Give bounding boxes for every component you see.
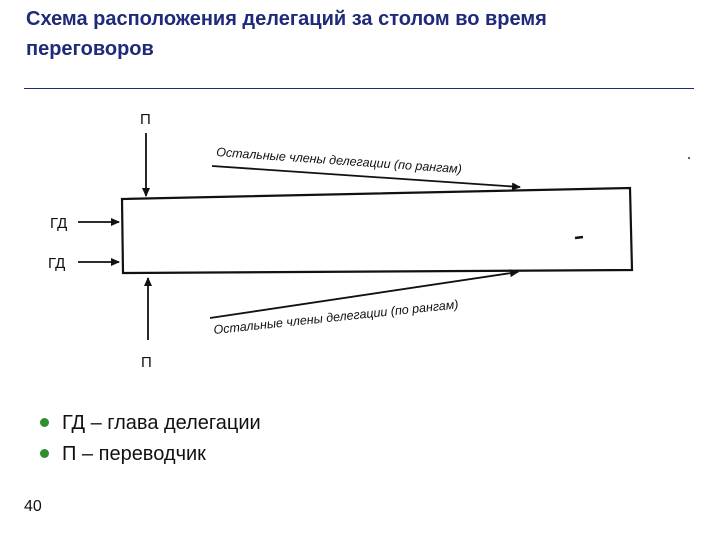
members-bottom-annotation: Остальные члены делегации (по рангам) (212, 297, 460, 337)
legend-text: ГД – глава делегации (62, 412, 261, 434)
bullet-dot-icon (40, 418, 49, 427)
page-number: 40 (24, 498, 42, 515)
interpreter-top-label: П (140, 111, 151, 128)
negotiation-table (122, 188, 632, 273)
head-lower-label: ГД (48, 255, 66, 272)
legend-item-interpreter (40, 439, 261, 470)
scan-mark (575, 237, 583, 238)
members-top-annotation: Остальные члены делегации (по рангам) (215, 145, 463, 177)
interpreter-bottom-label: П (141, 354, 152, 371)
legend-text: П – переводчик (62, 443, 206, 465)
bullet-dot-icon (40, 449, 49, 458)
scan-speck (688, 157, 690, 159)
legend-item-head (40, 408, 261, 439)
head-upper-label: ГД (50, 215, 68, 232)
slide-title: Схема расположения делегаций за столом во время переговоров (26, 8, 547, 60)
legend-list (40, 408, 261, 470)
